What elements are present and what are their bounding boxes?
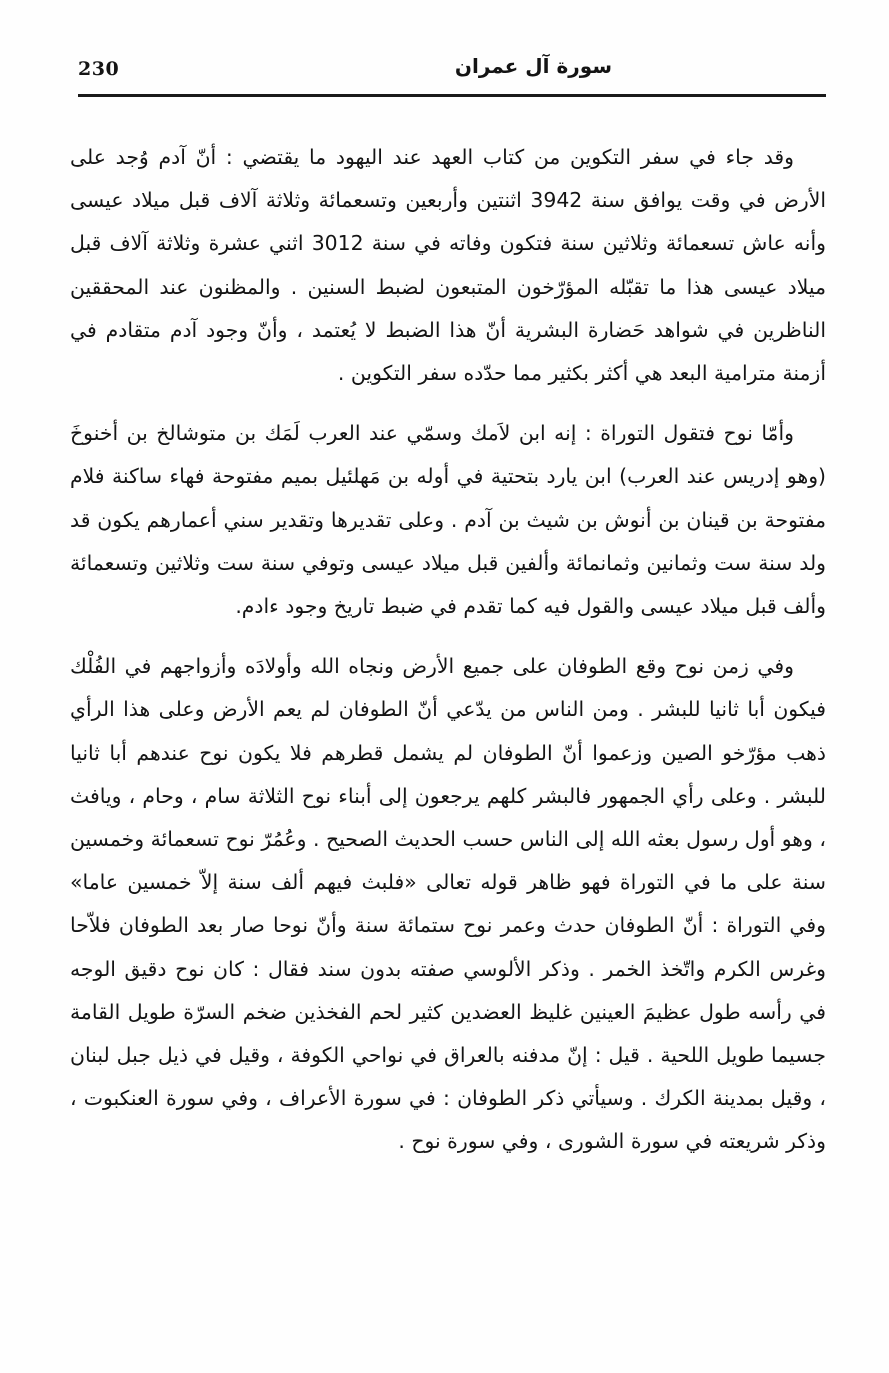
page-number: 230	[78, 58, 120, 80]
page-header	[78, 50, 824, 90]
running-title: سورة آل عمران	[454, 54, 612, 78]
header-rule	[78, 94, 826, 97]
paragraph-flood: وفي زمن نوح وقع الطوفان على جميع الأرض ونجاه الله وأولادَه وأزواجهم في الفُلْك فيكون أبا ثانيا للبشر . ومن الناس من يدّعي أنّ الطوفان لم يعم الأرض وعلى هذا الرأي ذهب مؤرّخو الصين وزعموا أنّ الطوفان لم يشمل قطرهم فلا يكون نوح عندهم أبا ثانيا للبشر . وعلى رأي الجمهور فالبشر كلهم يرجعون إلى أبناء نوح الثلاثة سام ، وحام ، ويافث ، وهو أول رسول بعثه الله إلى الناس حسب الحديث الصحيح . وعُمُرّ نوح تسعمائة وخمسين سنة على ما في التوراة فهو ظاهر قوله تعالى «فلبث فيهم ألف سنة إلاّ خمسين عاما» وفي التوراة : أنّ الطوفان حدث وعمر نوح ستمائة سنة وأنّ نوحا صار بعد الطوفان فلاّحا وغرس الكرم واتّخذ الخمر . وذكر الألوسي صفته بدون سند فقال : كان نوح دقيق الوجه في رأسه طول عظيمَ العينين غليظ العضدين كثير لحم الفخذين ضخم السرّة طويل القامة جسيما طويل اللحية . قيل : إنّ مدفنه بالعراق في نواحي الكوفة ، وقيل في ذيل جبل لبنان ، وقيل بمدينة الكرك . وسيأتي ذكر الطوفان : في سورة الأعراف ، وفي سورة العنكبوت ، وذكر شريعته في سورة الشورى ، وفي سورة نوح .	[70, 654, 826, 1154]
paragraph-noah-lineage: وأمّا نوح فتقول التوراة : إنه ابن لاَمك وسمّي عند العرب لَمَك بن متوشالخ بن أخنوخَ (وهو إدريس عند العرب) ابن يارد بتحتية في أوله بن مَهلئيل بميم مفتوحة فهاء ساكنة فلام مفتوحة بن قينان بن أنوش بن شيث بن آدم . وعلى تقديرها وتقدير سني أعمارهم يكون قد ولد سنة ست وثمانين وثمانمائة وألفين قبل ميلاد عيسى وتوفي سنة ست وثلاثين وتسعمائة وألف قبل ميلاد عيسى والقول فيه كما تقدم في ضبط تاريخ وجود ءادم.	[70, 421, 826, 619]
paragraph-adam: وقد جاء في سفر التكوين من كتاب العهد عند اليهود ما يقتضي : أنّ آدم وُجد على الأرض في وقت يوافق سنة 3942 اثنتين وأربعين وتسعمائة وثلاثة آلاف قبل ميلاد عيسى وأنه عاش تسعمائة وثلاثين سنة فتكون وفاته في سنة 3012 اثني عشرة وثلاثة آلاف قبل ميلاد عيسى هذا ما تقبّله المؤرّخون المتبعون لضبط السنين . والمظنون عند المحققين الناظرين في شواهد حَضارة البشرية أنّ هذا الضبط لا يُعتمد ، وأنّ وجود آدم متقادم في أزمنة مترامية البعد هي أكثر بكثير مما حدّده سفر التكوين .	[70, 145, 827, 386]
body-text	[70, 136, 826, 1181]
